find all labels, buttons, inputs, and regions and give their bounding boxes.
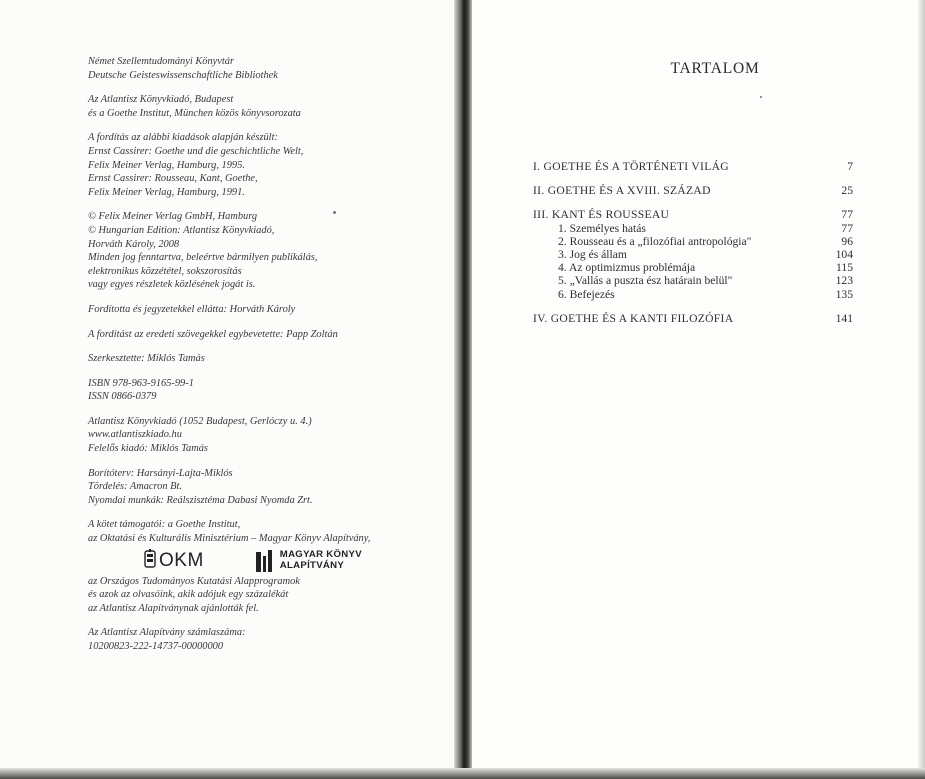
support-block [88, 518, 448, 545]
imprint-line: Borítóterv: Harsányi-Lajta-Miklós [88, 467, 233, 479]
page-edge [918, 0, 925, 779]
toc-entry-label: 1. Személyes hatás [558, 221, 646, 235]
toc-entry [533, 208, 853, 221]
imprint-line: Minden jog fenntartva, beleértve bármilyen publikálás, [88, 252, 318, 264]
imprint-line: Tördelés: Amacron Bt. [88, 481, 182, 493]
imprint-line: A kötet támogatói: a Goethe Institut, [88, 519, 241, 531]
toc-entry [533, 248, 853, 261]
library-block [88, 55, 448, 82]
toc-entry-page: 115 [836, 261, 853, 275]
support2-block [88, 575, 448, 616]
toc-entry-page: 135 [835, 287, 853, 301]
toc-entry-label: 4. Az optimizmus problémája [558, 261, 696, 275]
imprint-line: Felelős kiadó: Miklós Tamás [88, 443, 208, 455]
toc-entry-page: 77 [841, 208, 853, 222]
right-page [470, 0, 925, 779]
imprint-line: Német Szellemtudományi Könyvtár [88, 56, 235, 67]
toc-entry [533, 235, 853, 248]
bottom-edge [0, 768, 925, 779]
imprint-line: az Oktatási és Kulturális Minisztérium – Magyar Könyv Alapítvány, [88, 533, 371, 545]
toc-gap [533, 197, 853, 208]
imprint-line: Ernst Cassirer: Rousseau, Kant, Goethe, [88, 173, 258, 185]
imprint-line: A fordítás az alábbi kiadások alapján készült: [88, 132, 278, 144]
sponsor-logos [144, 548, 448, 574]
imprint-line: Nyomdai munkák: Reálszisztéma Dabasi Nyomda Zrt. [88, 494, 313, 506]
mka-logo-line: ALAPÍTVÁNY [279, 559, 345, 571]
toc-entry-label: 5. „Vallás a puszta ész határain belül" [558, 274, 733, 288]
account-block [88, 626, 448, 653]
imprint-line: vagy egyes részletek közlésének jogát is. [88, 279, 256, 291]
imprint-line: www.atlantiszkiado.hu [88, 429, 182, 441]
imprint-line: Szerkesztette: Miklós Tamás [88, 353, 205, 365]
okm-logo [144, 549, 204, 573]
toc-entry-label: II. GOETHE ÉS A XVIII. SZÁZAD [533, 184, 711, 198]
imprint-line: Az Atlantisz Könyvkiadó, Budapest [88, 94, 234, 106]
toc-entry-page: 123 [835, 274, 853, 288]
toc-entry [533, 160, 853, 173]
toc-entry [533, 261, 853, 274]
toc-entry-label: 2. Rousseau és a „filozófiai antropológia" [558, 234, 752, 248]
mka-logo-text [280, 550, 362, 571]
copyright-block [88, 210, 448, 292]
imprint-line: © Hungarian Edition: Atlantisz Könyvkiadó, [88, 224, 275, 236]
toc-entry [533, 312, 853, 325]
translator-block [88, 303, 448, 317]
toc-entry [533, 288, 853, 301]
toc-entry-page: 7 [847, 160, 853, 173]
toc-entry [533, 222, 853, 235]
imprint-line: ISBN 978-963-9165-99-1 [88, 377, 194, 389]
checked-block [88, 328, 448, 342]
books-icon [256, 550, 274, 572]
toc-gap [533, 173, 853, 184]
paper-speck [760, 96, 762, 98]
imprint-line: Felix Meiner Verlag, Hamburg, 1995. [88, 159, 245, 171]
production-block [88, 467, 448, 508]
crest-icon [144, 549, 156, 573]
toc-entry-page: 104 [835, 247, 853, 261]
toc-entry-label: 6. Befejezés [558, 287, 615, 301]
imprint-line: és a Goethe Institut, München közös könyvsorozata [88, 107, 301, 119]
imprint-block [88, 55, 448, 665]
toc-entry [533, 184, 853, 197]
toc-entry-page: 25 [841, 184, 853, 198]
imprint-line: Atlantisz Könyvkiadó (1052 Budapest, Gerlóczy u. 4.) [88, 415, 312, 427]
imprint-line: A fordítást az eredeti szövegekkel egybevetette: Papp Zoltán [88, 328, 338, 340]
imprint-line: 10200823-222-14737-00000000 [88, 641, 224, 652]
imprint-line: az Országos Tudományos Kutatási Alapprogramok [88, 575, 300, 587]
imprint-line: Horváth Károly, 2008 [88, 238, 180, 250]
toc-entry-label: III. KANT ÉS ROUSSEAU [533, 208, 670, 222]
source-editions-block [88, 131, 448, 199]
publisher-block [88, 415, 448, 456]
imprint-line: © Felix Meiner Verlag GmbH, Hamburg [88, 211, 258, 223]
toc-entry-label: I. GOETHE ÉS A TÖRTÉNETI VILÁG [533, 160, 729, 173]
toc-entry-page: 141 [835, 311, 853, 325]
imprint-line: Deutsche Geisteswissenschaftliche Bibliothek [88, 69, 278, 81]
mka-logo-line: MAGYAR KÖNYV [279, 549, 362, 561]
book-spine [454, 0, 472, 779]
toc-entry-label: 3. Jog és állam [558, 247, 627, 261]
imprint-line: elektronikus közzététel, sokszorosítás [88, 265, 242, 277]
imprint-line: Fordította és jegyzetekkel ellátta: Horváth Károly [88, 303, 296, 315]
table-of-contents [533, 160, 853, 325]
imprint-line: ISSN 0866-0379 [88, 391, 157, 403]
imprint-line: Ernst Cassirer: Goethe und die geschichtliche Welt, [88, 145, 304, 157]
mka-logo [256, 550, 362, 572]
editor-block [88, 352, 448, 366]
series-block [88, 93, 448, 120]
toc-title: TARTALOM [670, 60, 760, 77]
isbn-block [88, 377, 448, 404]
imprint-line: Az Atlantisz Alapítvány számlaszáma: [88, 627, 246, 639]
toc-gap [533, 301, 853, 312]
toc-entry-page: 96 [841, 234, 853, 248]
toc-entry-label: IV. GOETHE ÉS A KANTI FILOZÓFIA [533, 311, 734, 325]
imprint-line: Felix Meiner Verlag, Hamburg, 1991. [88, 186, 245, 198]
okm-logo-text: OKM [159, 549, 204, 571]
toc-entry-page: 77 [841, 221, 853, 235]
imprint-line: az Atlantisz Alapítványnak ajánlották fel. [88, 602, 259, 614]
toc-entry [533, 274, 853, 287]
imprint-line: és azok az olvasóink, akik adójuk egy százalékát [88, 589, 289, 601]
